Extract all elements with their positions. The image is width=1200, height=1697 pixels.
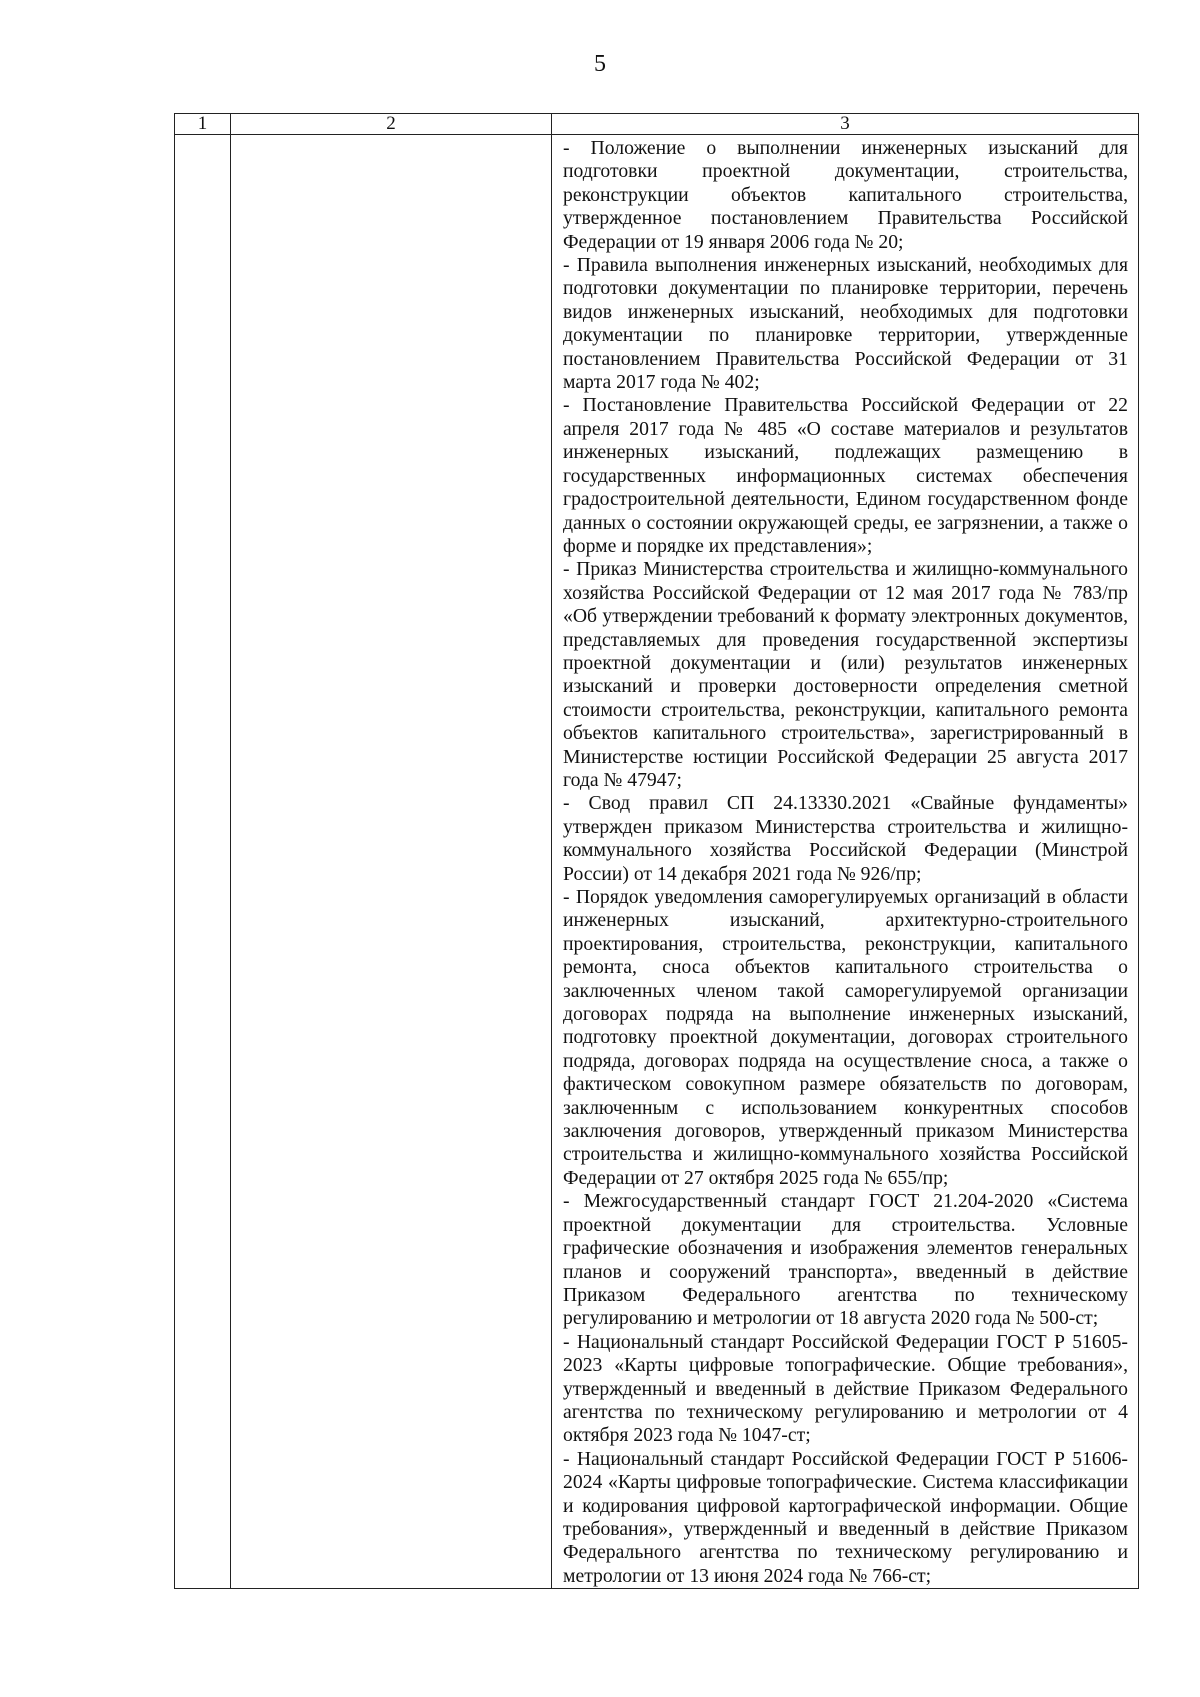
regulation-paragraph: - Порядок уведомления саморегулируемых организаций в области инженерных изысканий, архитектурно-строительного проектирования, строительства, реконструкции, капитального ремонта, сноса объектов капитального строительства о заключенных членом такой саморегулируемой организации договорах подряда на выполнение инженерных изысканий, подготовку проектной документации, договорах строительного подряда, договорах подряда на осуществление сноса, а также о фактическом совокупном размере обязательств по договорам, заключенным с использованием конкурентных способов заключения договоров, утвержденный приказом Министерства строительства и жилищно-коммунального хозяйства Российской Федерации от 27 октября 2025 года № 655/пр; <box>563 886 1128 1189</box>
document-table <box>174 113 1139 1589</box>
table-header-row <box>175 114 1139 135</box>
regulation-paragraph: - Положение о выполнении инженерных изысканий для подготовки проектной документации, строительства, реконструкции объектов капитального строительства, утвержденное постановлением Правительства Российской Федерации от 19 января 2006 года № 20; <box>563 137 1128 253</box>
regulation-paragraph: - Национальный стандарт Российской Федерации ГОСТ Р 51606-2024 «Карты цифровые топографические. Система классификации и кодирования цифровой картографической информации. Общие требования», утвержденный и введенный в действие Приказом Федерального агентства по техническому регулированию и метрологии от 13 июня 2024 года № 766-ст; <box>563 1447 1128 1587</box>
column-header-3: 3 <box>552 114 1139 135</box>
table-row <box>175 135 1139 1589</box>
regulation-paragraph: - Национальный стандарт Российской Федерации ГОСТ Р 51605-2023 «Карты цифровые топографические. Общие требования», утвержденный и введенный в действие Приказом Федерального агентства по техническому регулированию и метрологии от 4 октября 2023 года № 1047-ст; <box>563 1330 1128 1447</box>
regulation-paragraph: - Свод правил СП 24.13330.2021 «Свайные фундаменты» утвержден приказом Министерства строительства и жилищно-коммунального хозяйства Российской Федерации (Минстрой России) от 14 декабря 2021 года № 926/пр; <box>563 792 1128 885</box>
regulation-paragraph: - Приказ Министерства строительства и жилищно-коммунального хозяйства Российской Федерации от 12 мая 2017 года № 783/пр «Об утверждении требований к формату электронных документов, представляемых для проведения государственной экспертизы проектной документации и (или) результатов инженерных изысканий и проверки достоверности определения сметной стоимости строительства, реконструкции, капитального ремонта объектов капитального строительства», зарегистрированный в Министерстве юстиции Российской Федерации 25 августа 2017 года № 47947; <box>563 558 1128 791</box>
page-number: 5 <box>594 51 606 77</box>
regulation-paragraph: - Постановление Правительства Российской Федерации от 22 апреля 2017 года № 485 «О составе материалов и результатов инженерных изысканий, подлежащих размещению в государственных информационных системах обеспечения градостроительной деятельности, Едином государственном фонде данных о состоянии окружающей среды, ее загрязнении, а также о форме и порядке их представления»; <box>563 394 1128 557</box>
regulation-paragraph: - Правила выполнения инженерных изысканий, необходимых для подготовки документации по планировке территории, перечень видов инженерных изысканий, необходимых для подготовки документации по планировке территории, утвержденные постановлением Правительства Российской Федерации от 31 марта 2017 года № 402; <box>563 254 1128 394</box>
column-header-1: 1 <box>175 114 231 135</box>
column-1-cell <box>175 135 231 1589</box>
column-3-cell <box>552 135 1139 1589</box>
column-header-2: 2 <box>231 114 552 135</box>
regulation-paragraph: - Межгосударственный стандарт ГОСТ 21.204-2020 «Система проектной документации для строительства. Условные графические обозначения и изображения элементов генеральных планов и сооружений транспорта», введенный в действие Приказом Федерального агентства по техническому регулированию и метрологии от 18 августа 2020 года № 500-ст; <box>563 1190 1128 1330</box>
column-2-cell <box>231 135 552 1589</box>
